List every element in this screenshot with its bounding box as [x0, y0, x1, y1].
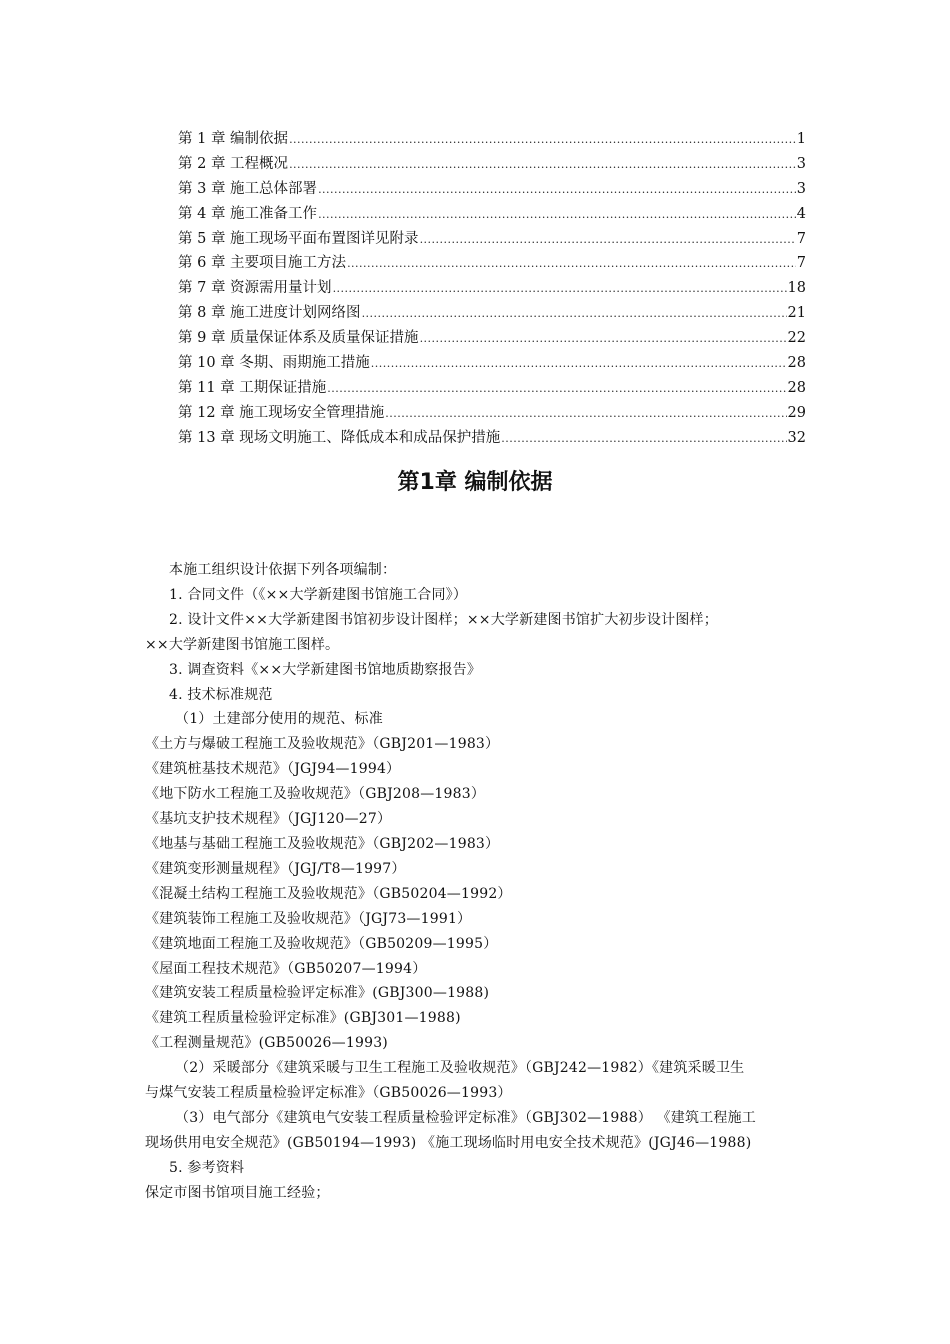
toc-leader-dots [289, 153, 796, 178]
toc-entry-page: 7 [796, 230, 806, 247]
toc-entry[interactable] [178, 127, 806, 152]
list-item-continuation: ××大学新建图书馆施工图样。 [145, 636, 340, 653]
toc-entry-page: 21 [787, 305, 806, 322]
toc-entry-page: 3 [796, 155, 806, 172]
toc-leader-dots [385, 402, 786, 427]
toc-leader-dots [420, 327, 787, 352]
toc-entry[interactable] [178, 301, 806, 326]
toc-leader-dots [327, 377, 786, 402]
toc-entry-label: 第 13 章 现场文明施工、降低成本和成品保护措施 [178, 429, 501, 446]
standard-entry: 《混凝土结构工程施工及验收规范》（GB50204—1992） [145, 885, 512, 902]
sub-item: （3）电气部分《建筑电气安装工程质量检验评定标准》（GBJ302—1988） 《建筑工程施工 [175, 1109, 756, 1126]
toc-leader-dots [318, 203, 796, 228]
toc-entry-page: 1 [796, 131, 806, 147]
sub-item-continuation: 与煤气安装工程质量检验评定标准》（GB50026—1993） [145, 1085, 512, 1102]
toc-entry-label: 第 12 章 施工现场安全管理措施 [178, 404, 385, 421]
toc-entry[interactable] [178, 251, 806, 276]
standard-entry: 《建筑地面工程施工及验收规范》（GB50209—1995） [145, 935, 498, 952]
standard-entry: 《基坑支护技术规程》（JGJ120—27） [145, 811, 392, 828]
standard-entry: 《地下防水工程施工及验收规范》（GBJ208—1983） [145, 786, 486, 803]
list-item: 2. 设计文件××大学新建图书馆初步设计图样；××大学新建图书馆扩大初步设计图样； [169, 611, 718, 628]
standard-entry: 《土方与爆破工程施工及验收规范》（GBJ201—1983） [145, 736, 500, 753]
toc-entry-page: 4 [796, 205, 806, 222]
sub-item-continuation: 现场供用电安全规范》(GB50194—1993) 《施工现场临时用电安全技术规范》(JGJ46—1988) [145, 1134, 752, 1151]
toc-entry[interactable] [178, 202, 806, 227]
toc-entry-label: 第 6 章 主要项目施工方法 [178, 255, 347, 272]
toc-entry-page: 28 [787, 379, 806, 396]
sub-item: （1）土建部分使用的规范、标准 [175, 711, 383, 728]
chapter-heading: 第1章 编制依据 [397, 470, 553, 495]
toc-entry-label: 第 1 章 编制依据 [178, 131, 289, 147]
toc-entry-label: 第 10 章 冬期、雨期施工措施 [178, 355, 370, 372]
list-item: 4. 技术标准规范 [169, 686, 273, 703]
toc-leader-dots [371, 352, 787, 377]
toc-entry-label: 第 4 章 施工准备工作 [178, 205, 318, 222]
toc-entry[interactable] [178, 227, 806, 252]
toc-entry-page: 22 [787, 330, 806, 347]
standard-entry: 《建筑装饰工程施工及验收规范》（JGJ73—1991） [145, 910, 472, 927]
toc-leader-dots [289, 128, 796, 153]
chapter-body [145, 558, 810, 1206]
intro-paragraph: 本施工组织设计依据下列各项编制： [169, 562, 397, 578]
standard-entry: 《建筑变形测量规程》（JGJ/T8—1997） [145, 860, 406, 877]
standard-entry: 《工程测量规范》(GB50026—1993) [145, 1035, 388, 1052]
toc-entry-page: 18 [787, 280, 806, 297]
reference-entry: 保定市图书馆项目施工经验； [145, 1184, 330, 1201]
toc-leader-dots [333, 277, 787, 302]
standard-entry: 《建筑桩基技术规范》（JGJ94—1994） [145, 761, 401, 778]
toc-entry-page: 32 [787, 429, 806, 446]
toc-entry-page: 29 [787, 404, 806, 421]
toc-entry[interactable] [178, 276, 806, 301]
toc-entry-label: 第 7 章 资源需用量计划 [178, 280, 332, 297]
toc-entry[interactable] [178, 376, 806, 401]
toc-leader-dots [362, 302, 787, 327]
standard-entry: 《地基与基础工程施工及验收规范》（GBJ202—1983） [145, 835, 500, 852]
toc-entry-page: 7 [796, 255, 806, 272]
table-of-contents [178, 127, 806, 451]
list-item: 1. 合同文件（《××大学新建图书馆施工合同》） [169, 586, 468, 603]
standard-entry: 《建筑工程质量检验评定标准》(GBJ301—1988) [145, 1010, 461, 1027]
toc-entry[interactable] [178, 326, 806, 351]
toc-entry-label: 第 3 章 施工总体部署 [178, 180, 318, 197]
standard-entry: 《建筑安装工程质量检验评定标准》(GBJ300—1988) [145, 985, 490, 1002]
toc-leader-dots [420, 228, 796, 253]
toc-entry[interactable] [178, 351, 806, 376]
list-item: 5. 参考资料 [169, 1159, 245, 1176]
toc-entry-label: 第 9 章 质量保证体系及质量保证措施 [178, 330, 419, 347]
toc-entry-label: 第 5 章 施工现场平面布置图详见附录 [178, 230, 419, 247]
toc-entry-label: 第 11 章 工期保证措施 [178, 379, 327, 396]
sub-item: （2）采暖部分《建筑采暖与卫生工程施工及验收规范》（GBJ242—1982）《建筑采暖卫生 [175, 1060, 745, 1077]
toc-entry[interactable] [178, 401, 806, 426]
toc-entry-page: 28 [787, 355, 806, 372]
toc-entry-page: 3 [796, 180, 806, 197]
toc-entry[interactable] [178, 177, 806, 202]
toc-leader-dots [501, 427, 786, 452]
toc-entry-label: 第 2 章 工程概况 [178, 155, 289, 172]
standard-entry: 《屋面工程技术规范》（GB50207—1994） [145, 960, 427, 977]
list-item: 3. 调查资料《××大学新建图书馆地质勘察报告》 [169, 661, 482, 678]
toc-leader-dots [347, 252, 796, 277]
toc-entry-label: 第 8 章 施工进度计划网络图 [178, 305, 361, 322]
toc-leader-dots [318, 178, 796, 203]
toc-entry[interactable] [178, 152, 806, 177]
toc-entry[interactable] [178, 426, 806, 451]
